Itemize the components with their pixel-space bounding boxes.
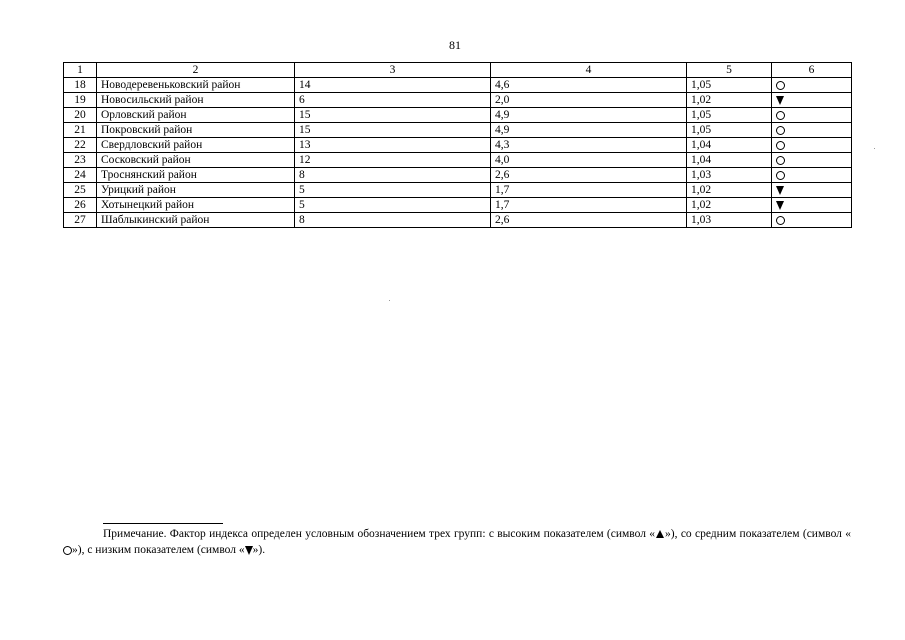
table-row [64, 198, 852, 213]
cell-col5: 1,04 [687, 153, 772, 168]
cell-district: Сосковский район [97, 153, 295, 168]
cell-col3: 13 [295, 138, 491, 153]
cell-number: 21 [64, 123, 97, 138]
cell-number: 26 [64, 198, 97, 213]
scan-speck [389, 300, 390, 301]
cell-col4: 1,7 [491, 198, 687, 213]
cell-district: Хотынецкий район [97, 198, 295, 213]
header-row [64, 63, 852, 78]
footnote-text: »), со средним показателем (символ « [665, 528, 851, 540]
medium-circle-icon [776, 216, 785, 225]
table-row [64, 108, 852, 123]
table-row [64, 168, 852, 183]
column-header: 4 [491, 63, 687, 78]
medium-circle-icon [63, 546, 72, 555]
cell-number: 19 [64, 93, 97, 108]
cell-col4: 4,9 [491, 108, 687, 123]
cell-col5: 1,04 [687, 138, 772, 153]
table-row [64, 138, 852, 153]
table-row [64, 153, 852, 168]
cell-district: Троснянский район [97, 168, 295, 183]
column-header: 5 [687, 63, 772, 78]
cell-district: Новосильский район [97, 93, 295, 108]
medium-circle-icon [776, 111, 785, 120]
cell-col5: 1,02 [687, 198, 772, 213]
footnote-text: Примечание. Фактор индекса определен условным обозначением трех групп: с высоким показателем (символ « [103, 528, 656, 540]
cell-col4: 4,3 [491, 138, 687, 153]
table-row [64, 93, 852, 108]
cell-col5: 1,03 [687, 168, 772, 183]
footnote-rule [103, 523, 223, 524]
cell-number: 20 [64, 108, 97, 123]
cell-col3: 6 [295, 93, 491, 108]
cell-symbol [772, 93, 852, 108]
high-triangle-icon [656, 530, 664, 538]
column-header: 1 [64, 63, 97, 78]
cell-col4: 2,6 [491, 168, 687, 183]
column-header: 3 [295, 63, 491, 78]
cell-district: Урицкий район [97, 183, 295, 198]
table-row [64, 123, 852, 138]
cell-col4: 1,7 [491, 183, 687, 198]
cell-district: Орловский район [97, 108, 295, 123]
cell-district: Покровский район [97, 123, 295, 138]
cell-col3: 12 [295, 153, 491, 168]
cell-col5: 1,05 [687, 108, 772, 123]
cell-number: 27 [64, 213, 97, 228]
scan-speck [874, 148, 875, 149]
data-table [63, 62, 852, 228]
medium-circle-icon [776, 126, 785, 135]
cell-symbol [772, 168, 852, 183]
low-triangle-icon [776, 186, 784, 195]
cell-symbol [772, 198, 852, 213]
cell-col4: 2,6 [491, 213, 687, 228]
page-number: 81 [449, 38, 461, 52]
cell-col3: 15 [295, 108, 491, 123]
cell-col3: 5 [295, 183, 491, 198]
cell-symbol [772, 123, 852, 138]
low-triangle-icon [776, 96, 784, 105]
footnote [63, 526, 851, 558]
medium-circle-icon [776, 141, 785, 150]
cell-number: 22 [64, 138, 97, 153]
cell-symbol [772, 78, 852, 93]
cell-number: 18 [64, 78, 97, 93]
cell-col5: 1,02 [687, 183, 772, 198]
medium-circle-icon [776, 156, 785, 165]
cell-symbol [772, 108, 852, 123]
cell-col5: 1,02 [687, 93, 772, 108]
cell-col4: 4,9 [491, 123, 687, 138]
table-body [64, 78, 852, 228]
table-row [64, 78, 852, 93]
cell-symbol [772, 138, 852, 153]
cell-symbol [772, 213, 852, 228]
footnote-text: »), с низким показателем (символ « [72, 544, 245, 556]
low-triangle-icon [776, 201, 784, 210]
cell-col5: 1,03 [687, 213, 772, 228]
cell-col5: 1,05 [687, 123, 772, 138]
cell-col3: 8 [295, 168, 491, 183]
cell-district: Свердловский район [97, 138, 295, 153]
cell-number: 24 [64, 168, 97, 183]
cell-district: Новодеревеньковский район [97, 78, 295, 93]
cell-col4: 4,0 [491, 153, 687, 168]
table-row [64, 213, 852, 228]
cell-number: 23 [64, 153, 97, 168]
cell-symbol [772, 183, 852, 198]
cell-col3: 5 [295, 198, 491, 213]
table-row [64, 183, 852, 198]
medium-circle-icon [776, 171, 785, 180]
cell-col3: 8 [295, 213, 491, 228]
cell-symbol [772, 153, 852, 168]
column-header: 6 [772, 63, 852, 78]
medium-circle-icon [776, 81, 785, 90]
cell-col4: 4,6 [491, 78, 687, 93]
cell-number: 25 [64, 183, 97, 198]
column-header: 2 [97, 63, 295, 78]
footnote-text: »). [252, 544, 266, 556]
cell-district: Шаблыкинский район [97, 213, 295, 228]
cell-col3: 15 [295, 123, 491, 138]
cell-col5: 1,05 [687, 78, 772, 93]
low-triangle-icon [245, 546, 253, 555]
cell-col4: 2,0 [491, 93, 687, 108]
cell-col3: 14 [295, 78, 491, 93]
